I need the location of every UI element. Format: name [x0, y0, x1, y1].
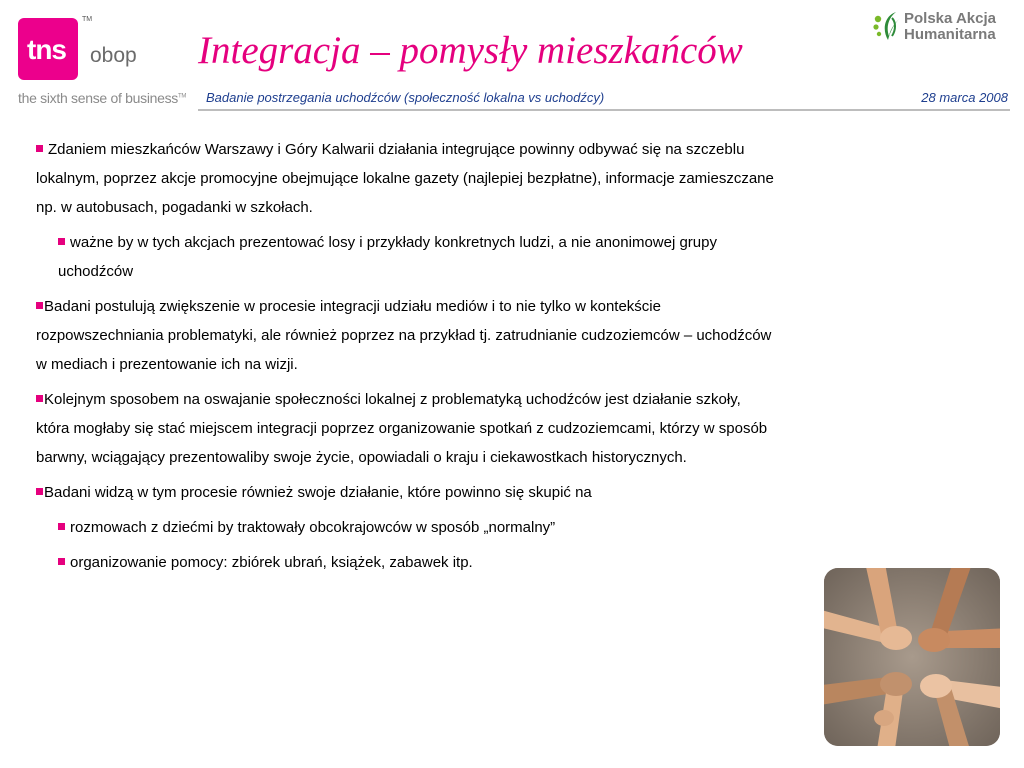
bullet-marker-icon: [58, 558, 65, 565]
bullet-item: [36, 292, 776, 379]
tns-logo: [18, 18, 78, 80]
bullet-text: Badani widzą w tym procesie również swoje działanie, które powinno się skupić na: [44, 484, 592, 501]
tagline-text: the sixth sense of business: [18, 90, 178, 106]
sub-bullet-item: [58, 548, 776, 577]
bullet-item: [36, 385, 776, 472]
bullet-text: Badani postulują zwiększenie w procesie integracji udziału mediów i to nie tylko w kontekście rozpowszechniania problematyki, ale również poprzez na przykład tj. zatrudnianie cudzoziemców – uchodźców w mediach i prezentowanie ich na wizji.: [36, 298, 772, 373]
tns-trademark: TM: [82, 16, 93, 23]
pah-leaf-icon: [870, 8, 906, 44]
bullet-marker-icon: [36, 145, 43, 152]
pah-name-line2: Humanitarna: [904, 26, 996, 43]
tagline: [18, 90, 186, 106]
bullet-item: [36, 135, 776, 222]
slide-title: Integracja – pomysły mieszkańców: [198, 29, 743, 72]
bullet-marker-icon: [58, 523, 65, 530]
pah-logo: [870, 8, 1020, 44]
slide-subtitle: Badanie postrzegania uchodźców (społeczność lokalna vs uchodźcy): [206, 90, 605, 105]
slide-date: 28 marca 2008: [921, 90, 1008, 105]
bullet-marker-icon: [36, 488, 43, 495]
tagline-trademark: TM: [178, 93, 187, 100]
bullet-text: Zdaniem mieszkańców Warszawy i Góry Kalwarii działania integrujące powinny odbywać się na szczeblu lokalnym, poprzez akcje promocyjne obejmujące lokalne gazety (najlepiej bezpłatne), informacje zamieszczane np. w autobusach, pogadanki w szkołach.: [36, 141, 774, 216]
linked-hands-illustration: [824, 568, 1000, 746]
sub-bullet-text: organizowanie pomocy: zbiórek ubrań, książek, zabawek itp.: [70, 554, 473, 571]
slide-body: [36, 135, 776, 583]
linked-hands-photo: [824, 568, 1000, 746]
sub-bullet-item: [58, 228, 776, 286]
tns-obop-text: obop: [90, 44, 137, 67]
sub-bullet-text: ważne by w tych akcjach prezentować losy i przykłady konkretnych ludzi, a nie anonimowej grupy uchodźców: [58, 234, 717, 280]
bullet-item: [36, 478, 776, 507]
bullet-marker-icon: [36, 395, 43, 402]
tns-logo-text: tns: [27, 34, 66, 65]
bullet-text: Kolejnym sposobem na oswajanie społeczności lokalnej z problematyką uchodźców jest działanie szkoły, która mogłaby się stać miejscem integracji poprzez organizowanie spotkań z cudzoziemcami, którzy w sposób barwny, wciągający prezentowaliby swoje życie, opowiadali o kraju i ciekawostkach historycznych.: [36, 391, 768, 466]
pah-name-line1: Polska Akcja: [904, 10, 996, 27]
bullet-marker-icon: [58, 238, 65, 245]
bullet-marker-icon: [36, 302, 43, 309]
header-divider: [198, 109, 1010, 111]
sub-bullet-text: rozmowach z dziećmi by traktowały obcokrajowców w sposób „normalny”: [70, 519, 556, 536]
sub-bullet-item: [58, 513, 776, 542]
